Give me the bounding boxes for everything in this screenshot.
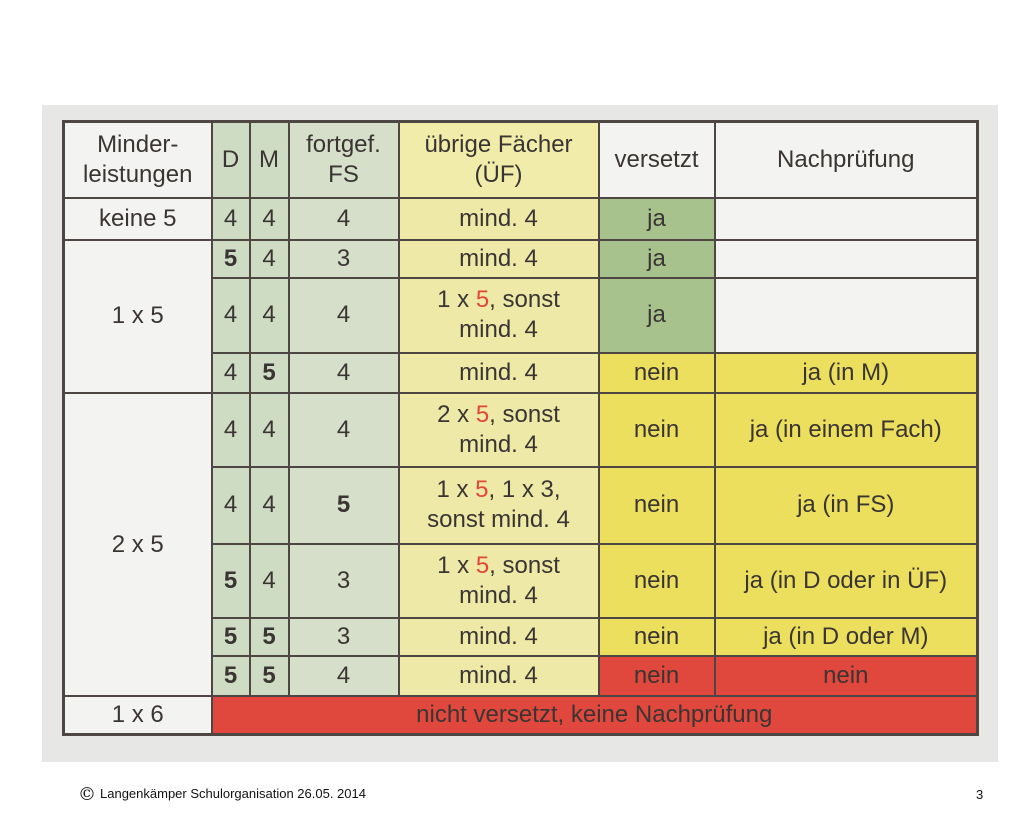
copyright-icon: © <box>78 784 96 805</box>
cell-fs: 4 <box>289 198 399 240</box>
header-nachpruefung: Nachprüfung <box>715 122 978 198</box>
cell-m: 5 <box>250 618 289 656</box>
header-m: M <box>250 122 289 198</box>
cell-versetzt: nein <box>599 544 715 618</box>
cell-uf: mind. 4 <box>399 353 599 393</box>
cell-fs: 5 <box>289 467 399 543</box>
cell-nachpruefung: ja (in D oder in ÜF) <box>715 544 978 618</box>
cell-uf: mind. 4 <box>399 618 599 656</box>
versetzung-table <box>62 120 979 736</box>
cell-d: 5 <box>212 240 250 278</box>
group-2x5: 2 x 5 <box>64 393 212 696</box>
cell-m: 4 <box>250 278 289 352</box>
footer-copyright <box>78 784 366 805</box>
cell-nachpruefung <box>715 278 978 352</box>
cell-m: 5 <box>250 353 289 393</box>
cell-m: 4 <box>250 240 289 278</box>
header-fs: fortgef. FS <box>289 122 399 198</box>
cell-d: 4 <box>212 198 250 240</box>
cell-m: 4 <box>250 544 289 618</box>
cell-versetzt: ja <box>599 198 715 240</box>
table-row <box>64 240 978 278</box>
cell-nachpruefung <box>715 240 978 278</box>
cell-versetzt: nein <box>599 353 715 393</box>
cell-d: 5 <box>212 618 250 656</box>
cell-d: 5 <box>212 656 250 696</box>
cell-versetzt: nein <box>599 618 715 656</box>
cell-uf: mind. 4 <box>399 656 599 696</box>
table-row <box>64 393 978 467</box>
cell-uf: 1 x 5, sonst mind. 4 <box>399 278 599 352</box>
cell-uf: mind. 4 <box>399 240 599 278</box>
cell-m: 4 <box>250 393 289 467</box>
cell-nachpruefung <box>715 198 978 240</box>
cell-versetzt: nein <box>599 393 715 467</box>
cell-fs: 4 <box>289 656 399 696</box>
footer-text: Langenkämper Schulorganisation 26.05. 2014 <box>100 786 366 801</box>
cell-versetzt: nein <box>599 467 715 543</box>
table-row <box>64 198 978 240</box>
cell-nachpruefung: ja (in D oder M) <box>715 618 978 656</box>
cell-m: 4 <box>250 198 289 240</box>
cell-uf: 1 x 5, 1 x 3, sonst mind. 4 <box>399 467 599 543</box>
cell-d: 4 <box>212 278 250 352</box>
cell-nachpruefung: ja (in M) <box>715 353 978 393</box>
cell-d: 4 <box>212 393 250 467</box>
cell-fs: 3 <box>289 240 399 278</box>
cell-fs: 4 <box>289 353 399 393</box>
group-1x5: 1 x 5 <box>64 240 212 393</box>
cell-fs: 4 <box>289 278 399 352</box>
cell-m: 4 <box>250 467 289 543</box>
cell-versetzt: nein <box>599 656 715 696</box>
cell-uf: 2 x 5, sonst mind. 4 <box>399 393 599 467</box>
cell-uf: 1 x 5, sonst mind. 4 <box>399 544 599 618</box>
header-minderleistungen: Minder- leistungen <box>64 122 212 198</box>
cell-d: 4 <box>212 467 250 543</box>
cell-nachpruefung: ja (in FS) <box>715 467 978 543</box>
header-uebrige-faecher: übrige Fächer (ÜF) <box>399 122 599 198</box>
header-row <box>64 122 978 198</box>
group-1x6: 1 x 6 <box>64 696 212 734</box>
header-d: D <box>212 122 250 198</box>
group-keine-5: keine 5 <box>64 198 212 240</box>
header-versetzt: versetzt <box>599 122 715 198</box>
cell-d: 5 <box>212 544 250 618</box>
cell-d: 4 <box>212 353 250 393</box>
cell-fs: 4 <box>289 393 399 467</box>
table-row <box>64 696 978 734</box>
cell-fs: 3 <box>289 618 399 656</box>
page-number: 3 <box>976 787 984 802</box>
cell-nicht-versetzt: nicht versetzt, keine Nachprüfung <box>212 696 978 734</box>
cell-versetzt: ja <box>599 278 715 352</box>
cell-m: 5 <box>250 656 289 696</box>
cell-nachpruefung: ja (in einem Fach) <box>715 393 978 467</box>
cell-fs: 3 <box>289 544 399 618</box>
cell-uf: mind. 4 <box>399 198 599 240</box>
cell-versetzt: ja <box>599 240 715 278</box>
cell-nachpruefung: nein <box>715 656 978 696</box>
